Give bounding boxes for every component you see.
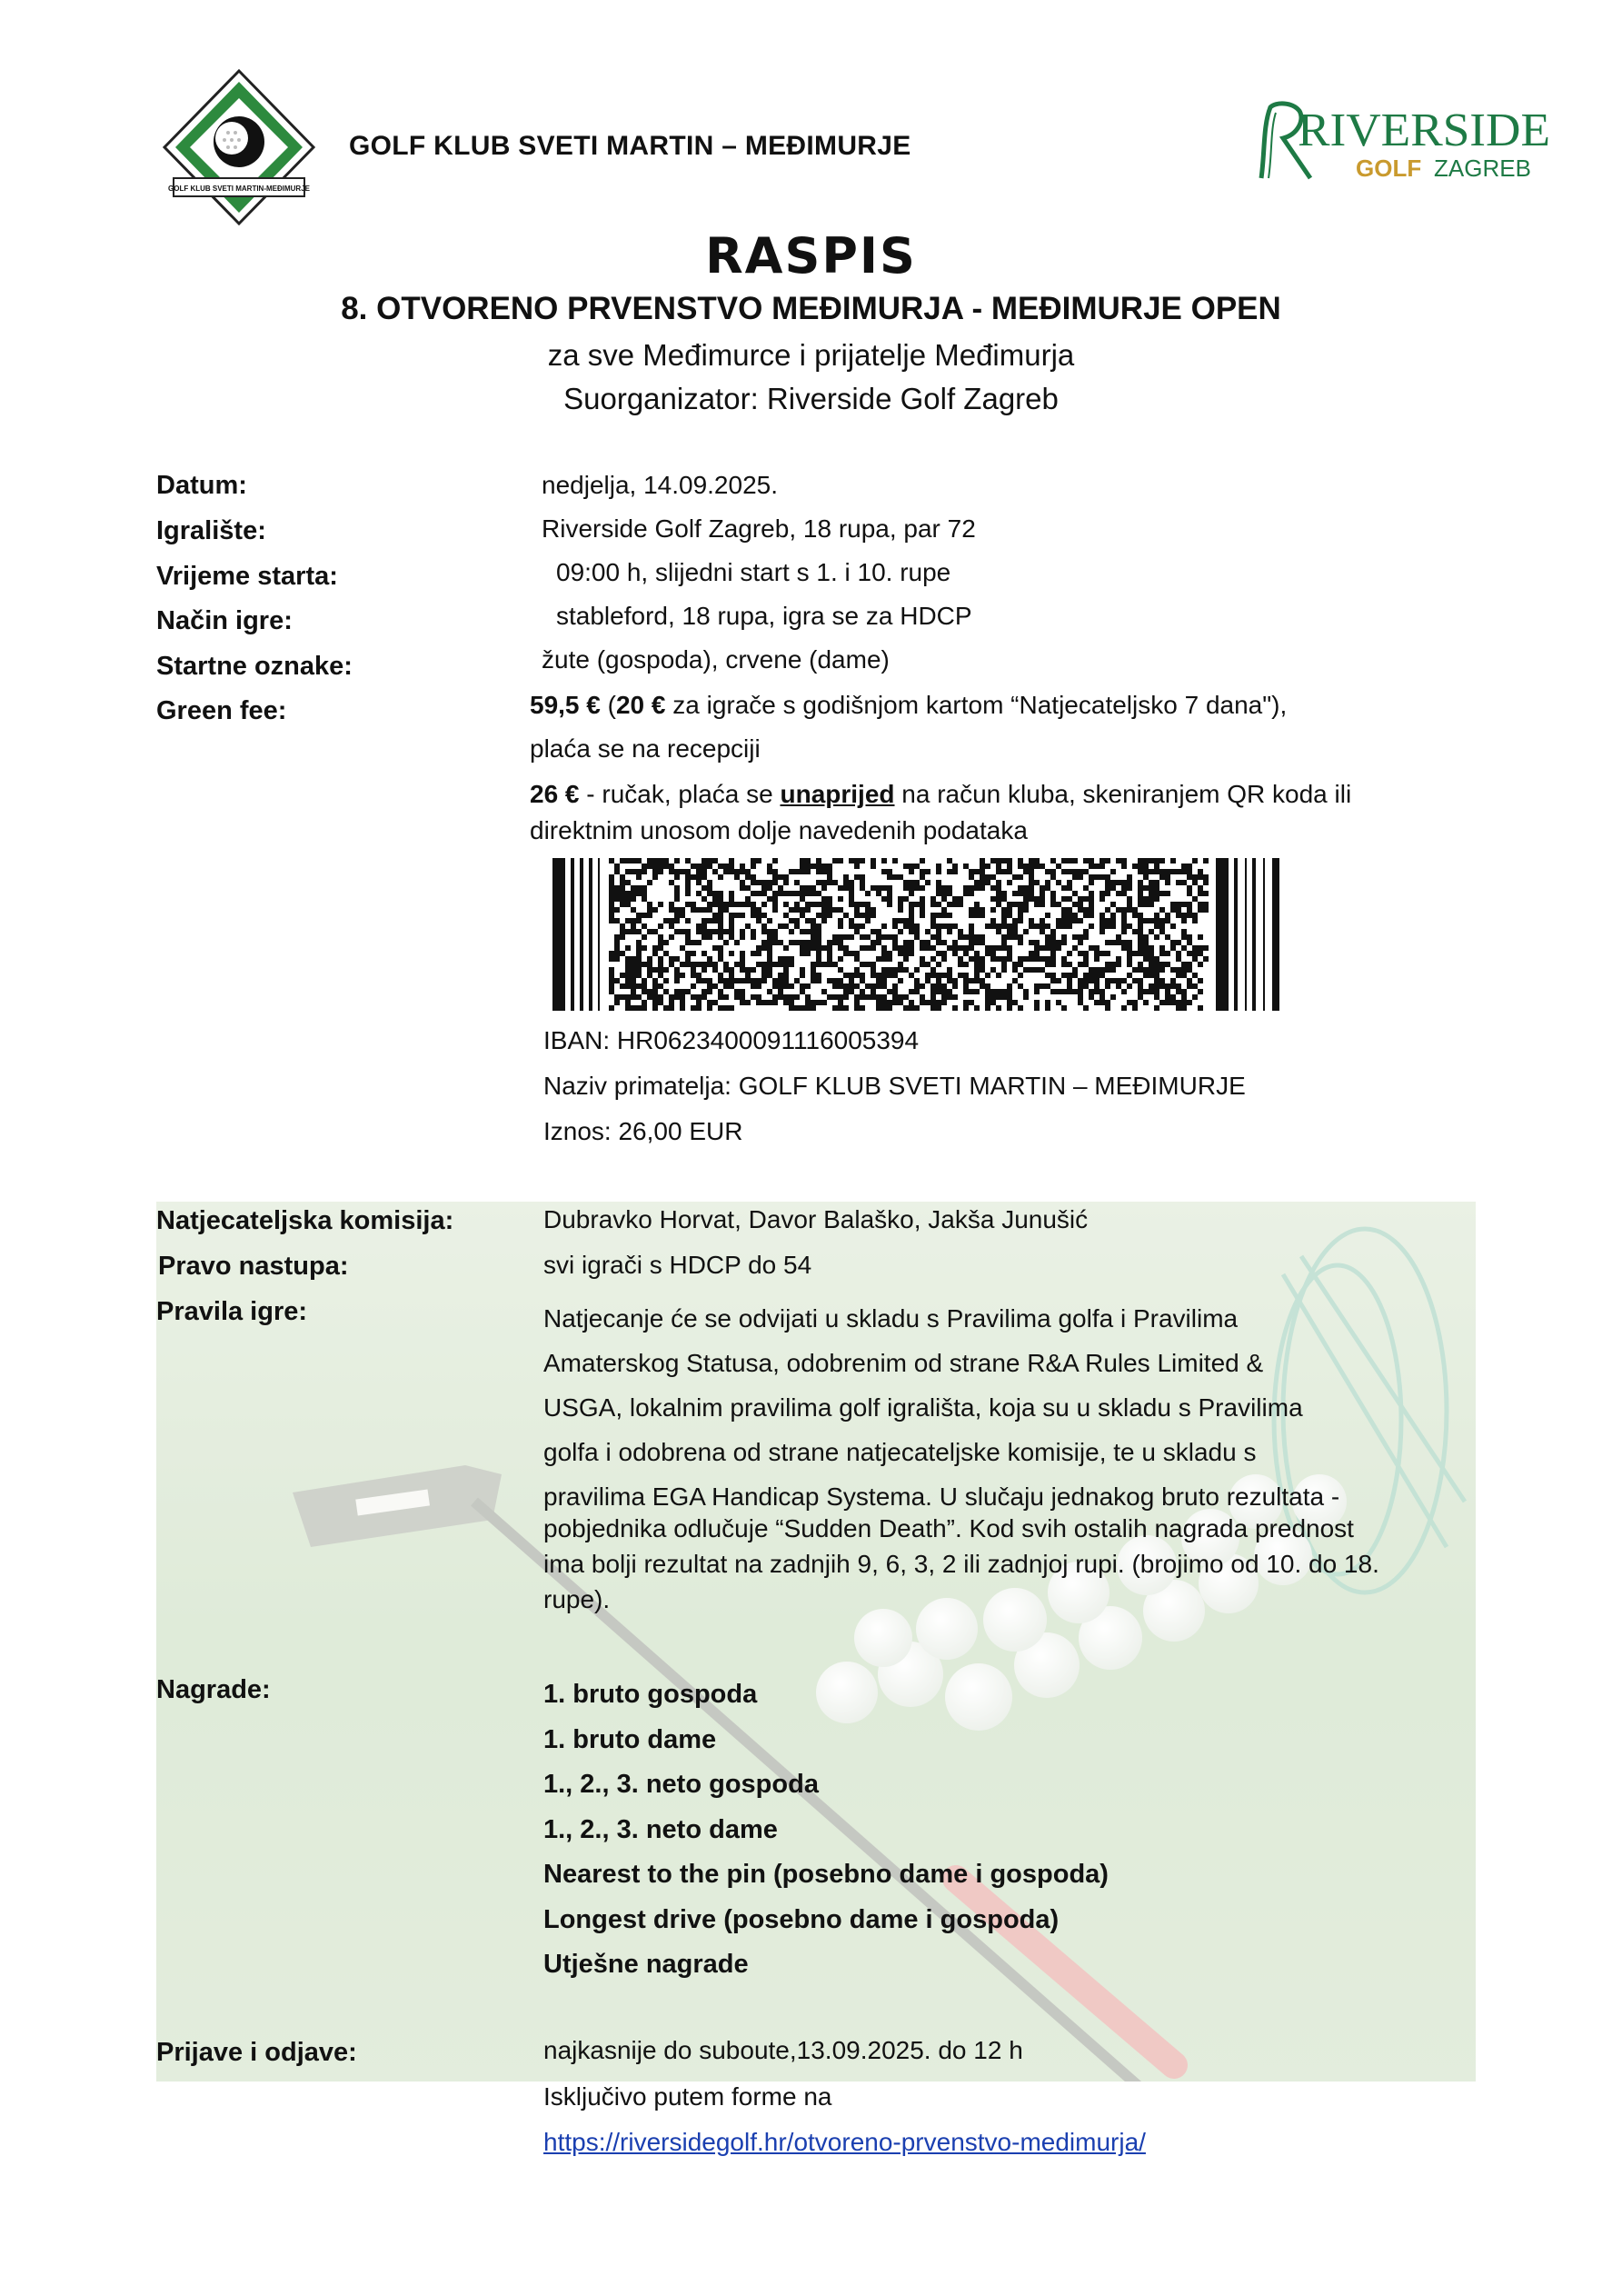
nagrade-label: Nagrade: <box>156 1675 271 1704</box>
payment-barcode <box>552 858 1285 1011</box>
pravila-line: golfa i odobrena od strane natjecateljske komisije, te u skladu s <box>543 1438 1257 1466</box>
prize-item: 1. bruto gospoda <box>543 1680 758 1709</box>
datum-label: Datum: <box>156 471 247 500</box>
lunch-pre: - ručak, plaća se <box>586 780 773 808</box>
prize-item: Nearest to the pin (posebno dame i gospoda) <box>543 1860 1109 1889</box>
prize-item: 1. bruto dame <box>543 1724 717 1754</box>
pravo-value: svi igrači s HDCP do 54 <box>543 1251 812 1279</box>
datum-value: nedjelja, 14.09.2025. <box>542 471 778 499</box>
greenfee-label: Green fee: <box>156 696 287 725</box>
greenfee-value <box>530 691 1287 720</box>
iban: IBAN: HR0623400091116005394 <box>543 1026 920 1054</box>
greenfee-payment: plaća se na recepciji <box>530 734 761 763</box>
lunch-post: na račun kluba, skeniranjem QR koda ili <box>901 780 1352 808</box>
igraliste-value: Riverside Golf Zagreb, 18 rupa, par 72 <box>542 514 976 543</box>
prize-item: Longest drive (posebno dame i gospoda) <box>543 1904 1060 1934</box>
riverside-city-text: ZAGREB <box>1434 155 1531 182</box>
prize-list <box>543 1672 1109 1988</box>
event-title: 8. OTVORENO PRVENSTVO MEĐIMURJA - MEĐIMURJE OPEN <box>341 291 1281 326</box>
prijave-deadline: najkasnije do suboute,13.09.2025. do 12 h <box>543 2036 1023 2064</box>
pravo-label: Pravo nastupa: <box>158 1252 349 1281</box>
registration-link[interactable]: https://riversidegolf.hr/otvoreno-prvenstvo-medimurja/ <box>543 2128 1146 2156</box>
club-name: GOLF KLUB SVETI MARTIN – MEĐIMURJE <box>349 131 911 161</box>
greenfee-price: 59,5 € <box>530 691 601 719</box>
prize-item: 1., 2., 3. neto dame <box>543 1814 778 1844</box>
greenfee-paren: ( <box>607 691 616 719</box>
prize-item: Utješne nagrade <box>543 1950 749 1979</box>
pravila-line: rupe). <box>543 1585 611 1613</box>
logo-caption: GOLF KLUB SVETI MARTIN-MEĐIMURJE <box>168 185 310 193</box>
greenfee-member-price: 20 € <box>615 691 666 719</box>
coorganizer: Suorganizator: Riverside Golf Zagreb <box>563 382 1059 415</box>
riverside-golf-text: GOLF <box>1356 155 1422 182</box>
recipient: Naziv primatelja: GOLF KLUB SVETI MARTIN – MEĐIMURJE <box>543 1072 1246 1100</box>
pravila-line: pobjednika odlučuje “Sudden Death”. Kod svih ostalih nagrada prednost <box>543 1514 1354 1542</box>
pravila-text <box>543 1296 1339 1519</box>
oznake-label: Startne oznake: <box>156 652 353 681</box>
vrijeme-value: 09:00 h, slijedni start s 1. i 10. rupe <box>556 558 951 586</box>
prijave-via: Isključivo putem forme na <box>543 2082 832 2111</box>
pravila-line: ima bolji rezultat na zadnjih 9, 6, 3, 2 ili zadnjoj rupi. (brojimo od 10. do 18. <box>543 1550 1379 1578</box>
greenfee-note: za igrače s godišnjom kartom “Natjecateljsko 7 dana"), <box>672 691 1288 719</box>
prijave-label: Prijave i odjave: <box>156 2038 357 2067</box>
prize-item: 1., 2., 3. neto gospoda <box>543 1770 819 1799</box>
komisija-label: Natjecateljska komisija: <box>156 1206 454 1235</box>
nacin-label: Način igre: <box>156 606 293 635</box>
nacin-value: stableford, 18 rupa, igra se za HDCP <box>556 602 972 630</box>
oznake-value: žute (gospoda), crvene (dame) <box>542 645 890 674</box>
komisija-value: Dubravko Horvat, Davor Balaško, Jakša Junušić <box>543 1205 1089 1233</box>
vrijeme-label: Vrijeme starta: <box>156 562 338 591</box>
riverside-wordmark: RIVERSIDE <box>1298 105 1550 156</box>
event-subtitle: za sve Međimurce i prijatelje Međimurja <box>547 338 1075 372</box>
lunch-line2: direktnim unosom dolje navedenih podataka <box>530 816 1028 844</box>
pravila-text-cont <box>543 1511 1379 1617</box>
document-title: RASPIS <box>705 227 917 285</box>
pravila-label: Pravila igre: <box>156 1297 308 1326</box>
pravila-line: Natjecanje će se odvijati u skladu s Pravilima golfa i Pravilima <box>543 1304 1239 1333</box>
pravila-line: Amaterskog Statusa, odobrenim od strane R&A Rules Limited & <box>543 1349 1264 1377</box>
riverside-logo <box>1256 98 1556 189</box>
igraliste-label: Igralište: <box>156 516 266 545</box>
lunch-line <box>530 780 1351 809</box>
lunch-price: 26 € <box>530 780 580 808</box>
pravila-line: pravilima EGA Handicap Systema. U slučaju jednakog bruto rezultata - <box>543 1482 1340 1511</box>
lunch-unaprijed: unaprijed <box>780 780 895 808</box>
pravila-line: USGA, lokalnim pravilima golf igrališta, koja su u skladu s Pravilima <box>543 1393 1303 1422</box>
amount: Iznos: 26,00 EUR <box>543 1117 743 1145</box>
golf-klub-logo <box>157 65 321 229</box>
